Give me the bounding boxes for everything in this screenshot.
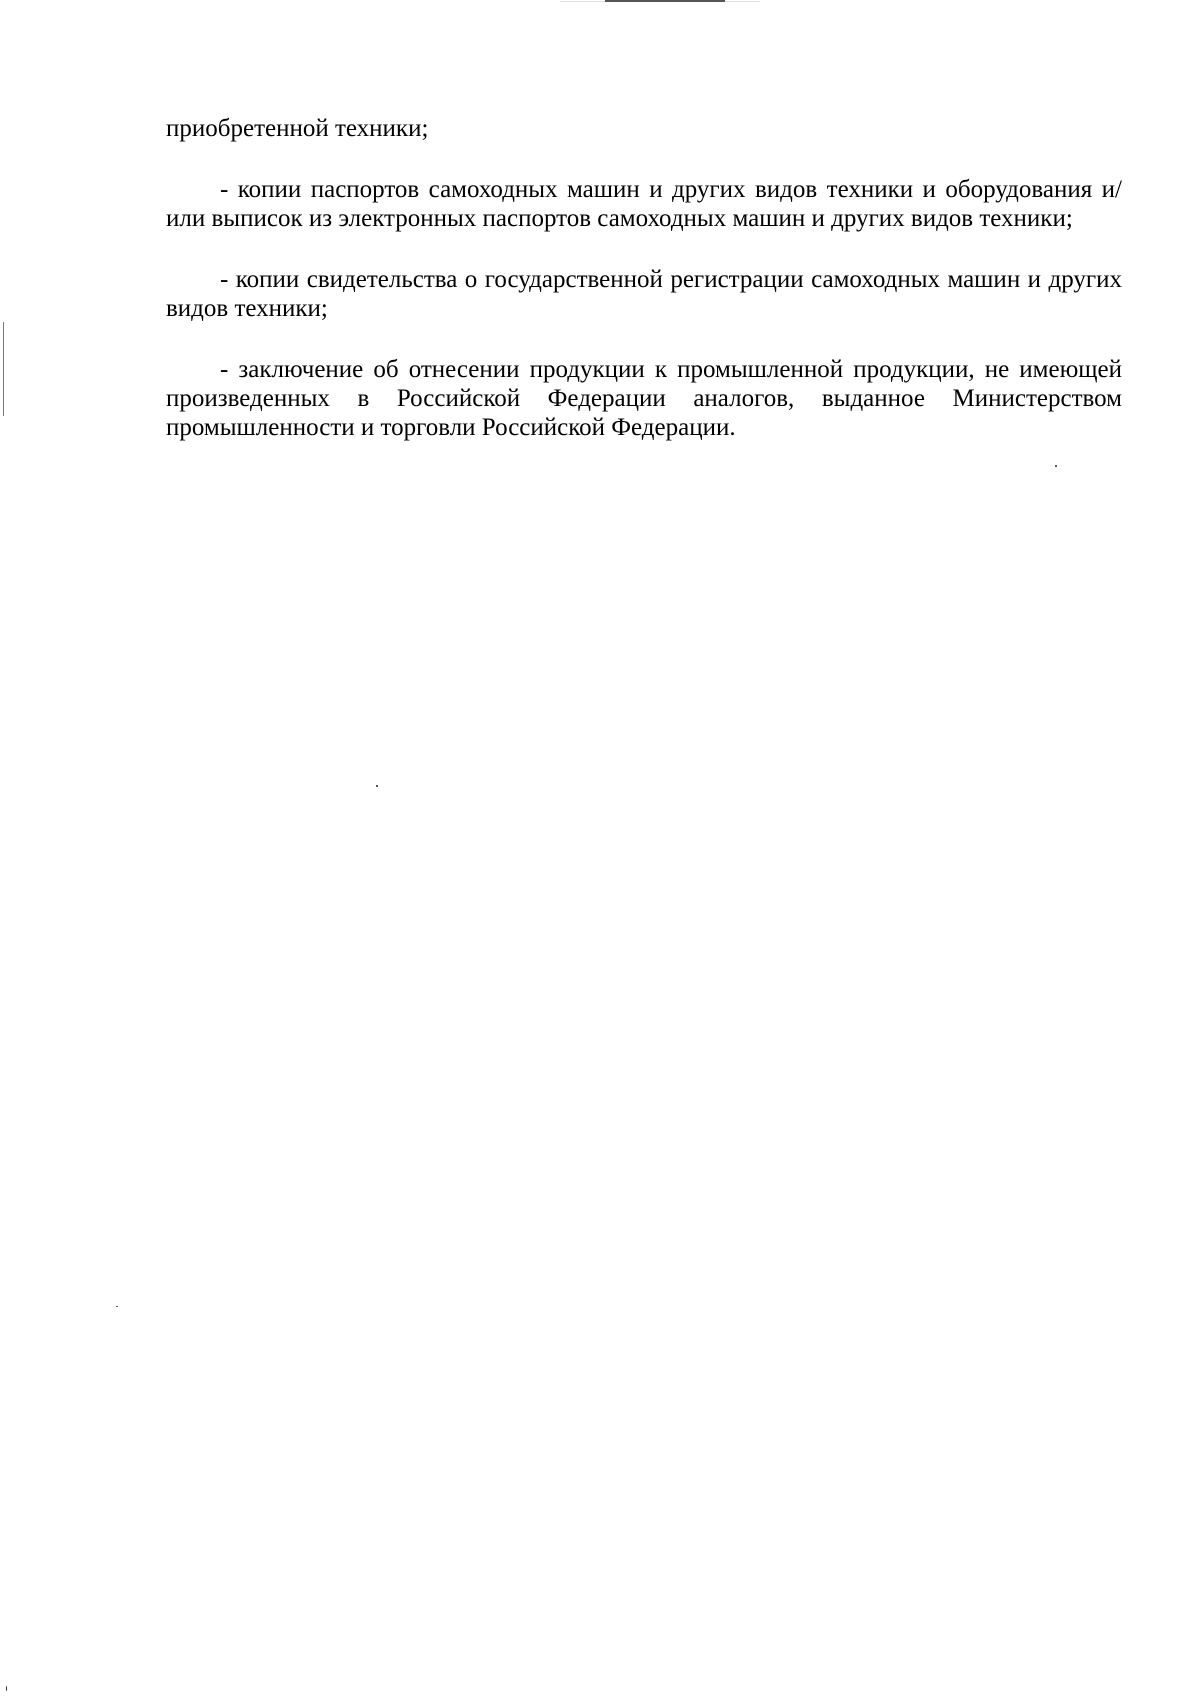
paragraph-continuation: приобретенной техники; — [166, 115, 429, 142]
paragraph-registration-certificate: - копии свидетельства о государственной регистрации самоходных машин и других видов техники; — [166, 266, 1122, 322]
scan-speck — [1055, 465, 1057, 467]
paragraph-ministry-conclusion: - заключение об отнесении продукции к промышленной продукции, не имеющей произведенных в Российской Федерации аналогов, выданное Министерством промышленности и торговли Российской Федерации. — [166, 356, 1122, 441]
scan-speck — [116, 1306, 118, 1307]
scan-artifact-top-rule — [605, 0, 725, 2]
scan-speck — [6, 1686, 7, 1691]
scan-artifact-left-line — [3, 322, 4, 416]
scan-speck — [376, 785, 378, 787]
paragraph-passport-copies: - копии паспортов самоходных машин и других видов техники и оборудования и/или выписок из электронных паспортов самоходных машин и других видов техники; — [166, 176, 1122, 232]
document-body — [166, 114, 1122, 442]
